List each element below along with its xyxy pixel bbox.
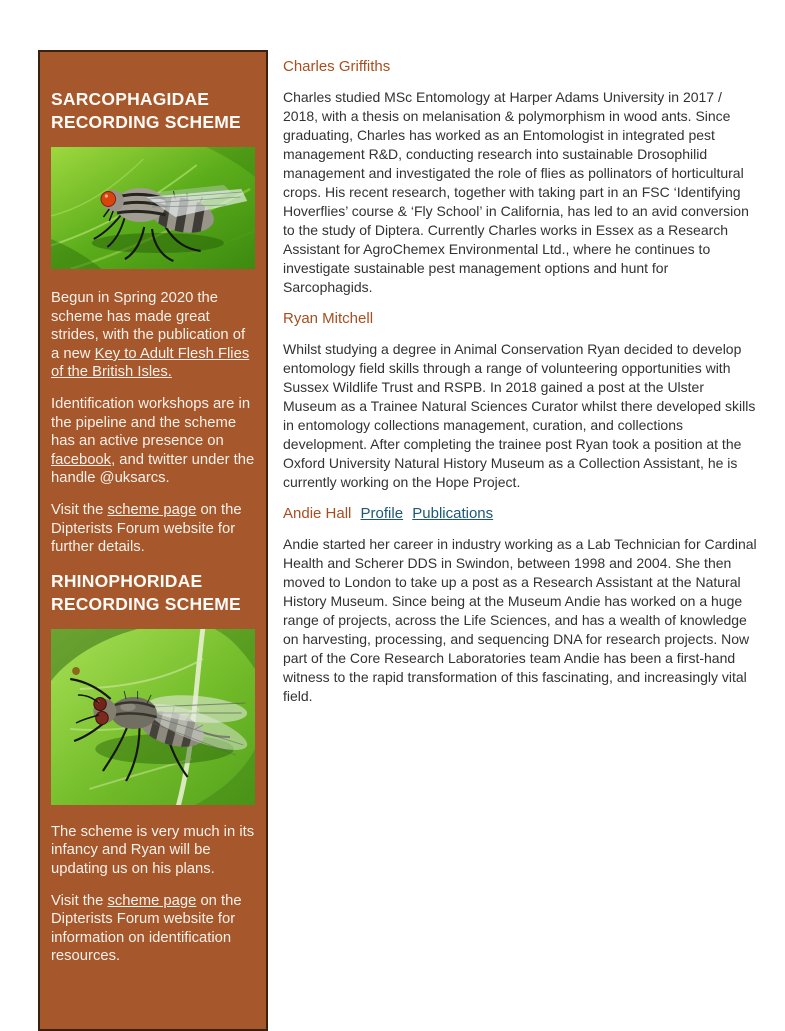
charles-griffiths-heading: Charles Griffiths xyxy=(283,58,391,75)
inline-link[interactable]: facebook xyxy=(51,451,112,468)
ryan-mitchell-heading: Ryan Mitchell xyxy=(283,310,374,327)
bio-paragraph: Charles studied MSc Entomology at Harper Adams University in 2017 / 2018, with a thesis on melanisation & polymorphism in wood ants. Since graduating, Charles has worked as an Entomologist in integrated pest management R&D, conducting research into sustainable Drosophilid management and investigated the role of flies as pollinators of horticultural crops. His recent research, together with taking part in an FSC ‘Identifying Hoverflies’ course & ‘Fly School’ in California, has led to an avid conversion to the study of Diptera. Currently Charles works in Essex as a Research Assistant for AgroChemex Environmental Ltd., where he continues to investigate sustainable pest management options and hunt for Sarcophagids. xyxy=(283,89,749,295)
rhinophoridae-section xyxy=(51,570,255,966)
andie-hall-heading xyxy=(283,504,757,523)
sidebar-paragraph xyxy=(51,501,255,557)
bio-paragraph: Andie started her career in industry working as a Lab Technician for Cardinal Health and Scherer DDS in Swindon, between 1998 and 2004. She then moved to London to take up a post as a Research Assistant at the Natural History Museum. Since being at the Museum Andie has worked on a huge range of projects, across the Life Sciences, and has a wealth of knowledge on harvesting, processing, and sequencing DNA for research projects. Now part of the Core Research Laboratories team Andie has been a first-hand witness to the rapid transformation of this fascinating, and increasingly vital field. xyxy=(283,536,757,704)
ryan-mitchell-section xyxy=(283,309,757,492)
sidebar-paragraph xyxy=(51,892,255,966)
text-segment: , and twitter under the handle @uksarcs. xyxy=(51,451,255,487)
inline-link[interactable]: scheme page xyxy=(107,501,197,518)
inline-link[interactable]: Key to Adult Flesh Flies of the British Isles. xyxy=(51,345,250,381)
text-segment: Visit the xyxy=(51,892,108,909)
profile-link[interactable]: Profile xyxy=(360,505,404,522)
rhinophoridae-heading: RHINOPHORIDAE RECORDING SCHEME xyxy=(51,570,241,614)
text-segment: Visit the xyxy=(51,501,108,518)
publications-link[interactable]: Publications xyxy=(412,505,494,522)
sarcophagidae-section xyxy=(51,88,255,557)
sidebar-paragraph xyxy=(51,823,255,879)
sidebar-paragraph xyxy=(51,395,255,488)
sidebar-paragraph xyxy=(51,289,255,382)
recording-schemes-sidebar xyxy=(38,50,268,1031)
text-segment: The scheme is very much in its infancy and Ryan will be updating us on his plans. xyxy=(51,823,255,877)
rhinophoridae-fly-photo xyxy=(51,629,255,805)
text-segment: Identification workshops are in the pipeline and the scheme has an active presence on xyxy=(51,395,251,450)
inline-link[interactable]: scheme page xyxy=(107,892,197,909)
charles-griffiths-section xyxy=(283,57,757,297)
andie-hall-section xyxy=(283,504,757,706)
andie-hall-name: Andie Hall xyxy=(283,505,352,522)
text-segment: Begun in Spring 2020 the scheme has made great strides, with the publication of a new xyxy=(51,290,246,362)
text-segment: on the Dipterists Forum website for further details. xyxy=(51,501,242,556)
bio-paragraph: Whilst studying a degree in Animal Conservation Ryan decided to develop entomology field skills through a range of volunteering opportunities with Sussex Wildlife Trust and RSPB. In 2018 gained a post at the Ulster Museum as a Trainee Natural Sciences Curator whilst there developed skills in entomology collections management, curation, and collections development. After completing the trainee post Ryan took a position at the Oxford University Natural History Museum as a Collection Assistant, he is currently working on the Hope Project. xyxy=(283,341,756,490)
sarcophagidae-heading: SARCOPHAGIDAE RECORDING SCHEME xyxy=(51,89,241,132)
text-segment: on the Dipterists Forum website for information on identification resources. xyxy=(51,892,242,965)
sarcophagidae-fly-photo xyxy=(51,147,255,269)
main-content xyxy=(283,50,757,718)
